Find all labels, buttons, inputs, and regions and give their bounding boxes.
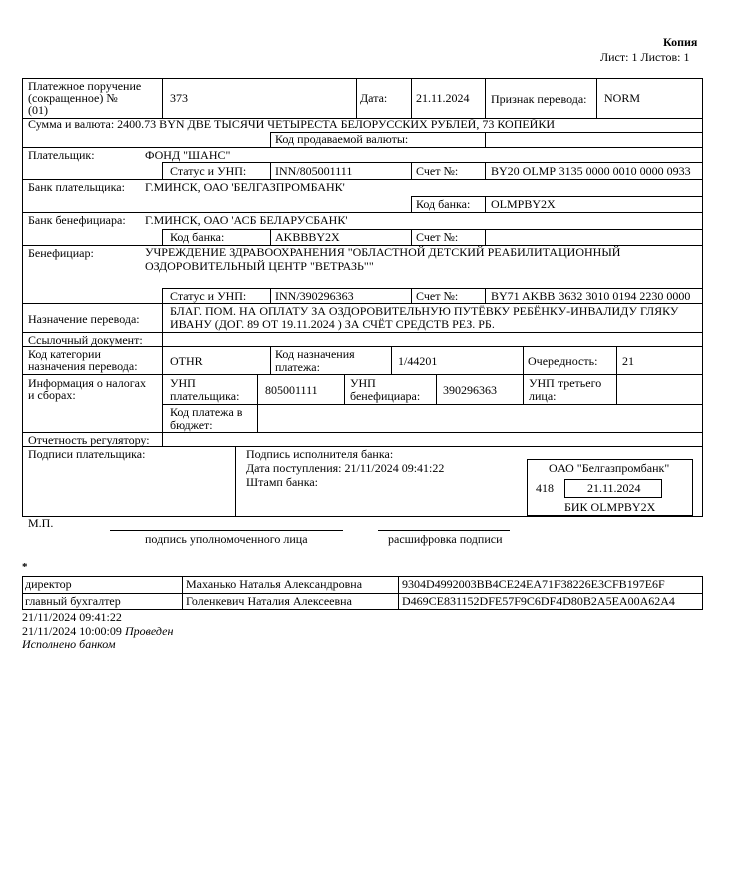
- order-number: 373: [170, 91, 188, 105]
- beneficiary-bank-name: Г.МИНСК, ОАО 'АСБ БЕЛАРУСБАНК': [145, 213, 348, 227]
- payer-bank-code: OLMPBY2X: [491, 197, 556, 211]
- reference-doc-label: Ссылочный документ:: [28, 333, 143, 347]
- payer-account-label: Счет №:: [416, 164, 459, 178]
- signer-name: Маханько Наталья Александровна: [186, 577, 363, 591]
- stamp-number: 418: [536, 481, 554, 495]
- log-status-executed: Исполнено банком: [22, 637, 116, 651]
- signer-role: главный бухгалтер: [25, 594, 121, 608]
- beneficiary-status: INN/390296363: [275, 289, 354, 303]
- sheet-count: Лист: 1 Листов: 1: [600, 50, 690, 64]
- payer-status-label: Статус и УНП:: [170, 164, 247, 178]
- payer-unp-label-line2: плательщика:: [170, 389, 240, 403]
- payer-name: ФОНД "ШАНС": [145, 148, 231, 162]
- payer-status: INN/805001111: [275, 164, 353, 178]
- beneficiary-bank-code: AKBBBY2X: [275, 230, 340, 244]
- log-timestamp-processed: 21/11/2024 10:00:09: [22, 624, 122, 638]
- stamp-date: 21.11.2024: [587, 481, 641, 495]
- budget-code-label-line1: Код платежа в: [170, 405, 243, 419]
- stamp-bic: БИК OLMPBY2X: [564, 500, 656, 514]
- payer-bank-name: Г.МИНСК, ОАО 'БЕЛГАЗПРОМБАНК': [145, 180, 345, 194]
- priority-label: Очередность:: [528, 354, 598, 368]
- log-timestamp-received: 21/11/2024 09:41:22: [22, 610, 122, 624]
- payment-purpose-code-label-line2: платежа:: [275, 360, 320, 374]
- stamp-bank-name: ОАО "Белгазпромбанк": [549, 461, 670, 475]
- beneficiary-account: BY71 AKBB 3632 3010 0194 2230 0000: [491, 289, 691, 303]
- order-date: 21.11.2024: [416, 91, 470, 105]
- budget-code-label-line2: бюджет:: [170, 418, 213, 432]
- transfer-sign: NORM: [604, 91, 641, 105]
- taxes-label-line2: и сборах:: [28, 388, 76, 402]
- purpose-label: Назначение перевода:: [28, 312, 140, 326]
- beneficiary-unp-label-line1: УНП: [350, 376, 376, 390]
- beneficiary-unp: 390296363: [443, 383, 497, 397]
- purpose-text-line1: БЛАГ. ПОМ. НА ОПЛАТУ ЗА ОЗДОРОВИТЕЛЬНУЮ ПУТЁВКУ РЕБЁНКУ-ИНВАЛИДУ ГЛЯКУ: [170, 304, 679, 318]
- payer-bank-label: Банк плательщика:: [28, 180, 125, 194]
- beneficiary-name-line2: ОЗДОРОВИТЕЛЬНЫЙ ЦЕНТР "ВЕТРАЗЬ"": [145, 259, 374, 273]
- signer-hash: D469CE831152DFE57F9C6DF4D80B2A5EA00A62A4: [402, 594, 675, 608]
- footnote-asterisk: *: [22, 561, 28, 573]
- beneficiary-status-label: Статус и УНП:: [170, 289, 247, 303]
- beneficiary-unp-label-line2: бенефициара:: [350, 389, 421, 403]
- signature-decoding-caption: расшифровка подписи: [388, 532, 503, 546]
- taxes-label-line1: Информация о налогах: [28, 376, 146, 390]
- date-label: Дата:: [360, 91, 388, 105]
- bank-stamp-label: Штамп банка:: [246, 475, 318, 489]
- order-label-line3: (01): [28, 103, 48, 117]
- authorized-signature-caption: подпись уполномоченного лица: [145, 532, 308, 546]
- receipt-date: Дата поступления: 21/11/2024 09:41:22: [246, 461, 445, 475]
- beneficiary-bank-account-label: Счет №:: [416, 230, 459, 244]
- beneficiary-name-line1: УЧРЕЖДЕНИЕ ЗДРАВООХРАНЕНИЯ "ОБЛАСТНОЙ ДЕТСКИЙ РЕАБИЛИТАЦИОННЫЙ: [145, 245, 621, 259]
- priority-value: 21: [622, 354, 634, 368]
- amount-text: Сумма и валюта: 2400.73 BYN ДВЕ ТЫСЯЧИ ЧЕТЫРЕСТА БЕЛОРУССКИХ РУБЛЕЙ, 73 КОПЕЙКИ: [28, 117, 556, 131]
- payer-label: Плательщик:: [28, 148, 95, 162]
- sold-currency-label: Код продаваемой валюты:: [275, 132, 409, 146]
- beneficiary-bank-label: Банк бенефициара:: [28, 213, 126, 227]
- signer-name: Голенкевич Наталия Алексеевна: [186, 594, 352, 608]
- payment-purpose-code: 1/44201: [398, 354, 438, 368]
- beneficiary-label: Бенефициар:: [28, 246, 94, 260]
- signer-role: директор: [25, 577, 72, 591]
- bank-stamp: [527, 459, 693, 516]
- payment-purpose-code-label-line1: Код назначения: [275, 347, 355, 361]
- payer-account: BY20 OLMP 3135 0000 0010 0000 0933: [491, 164, 691, 178]
- payer-signatures-label: Подписи плательщика:: [28, 447, 146, 461]
- payer-unp: 805001111: [265, 383, 318, 397]
- order-label-line1: Платежное поручение: [28, 79, 142, 93]
- copy-mark: Копия: [663, 35, 698, 49]
- payer-bank-code-label: Код банка:: [416, 197, 471, 211]
- third-party-unp-label-line2: лица:: [529, 389, 557, 403]
- signer-hash: 9304D4992003BB4CE24EA71F38226E3CFB197E6F: [402, 577, 665, 591]
- log-status-processed: Проведен: [125, 624, 174, 638]
- category-code: OTHR: [170, 354, 203, 368]
- transfer-sign-label: Признак перевода:: [491, 92, 587, 106]
- category-label-line2: назначения перевода:: [28, 359, 138, 373]
- category-label-line1: Код категории: [28, 347, 101, 361]
- beneficiary-bank-code-label: Код банка:: [170, 230, 225, 244]
- beneficiary-account-label: Счет №:: [416, 289, 459, 303]
- third-party-unp-label-line1: УНП третьего: [529, 376, 602, 390]
- purpose-text-line2: ИВАНУ (ДОГ. 89 ОТ 19.11.2024 ) ЗА СЧЁТ СРЕДСТВ РЕЗ. РБ.: [170, 317, 495, 331]
- seal-place-mark: М.П.: [28, 516, 54, 530]
- payer-unp-label-line1: УНП: [170, 376, 196, 390]
- order-label-line2: (сокращенное) №: [28, 91, 118, 105]
- regulator-reporting-label: Отчетность регулятору:: [28, 433, 150, 447]
- bank-signature-label: Подпись исполнителя банка:: [246, 447, 394, 461]
